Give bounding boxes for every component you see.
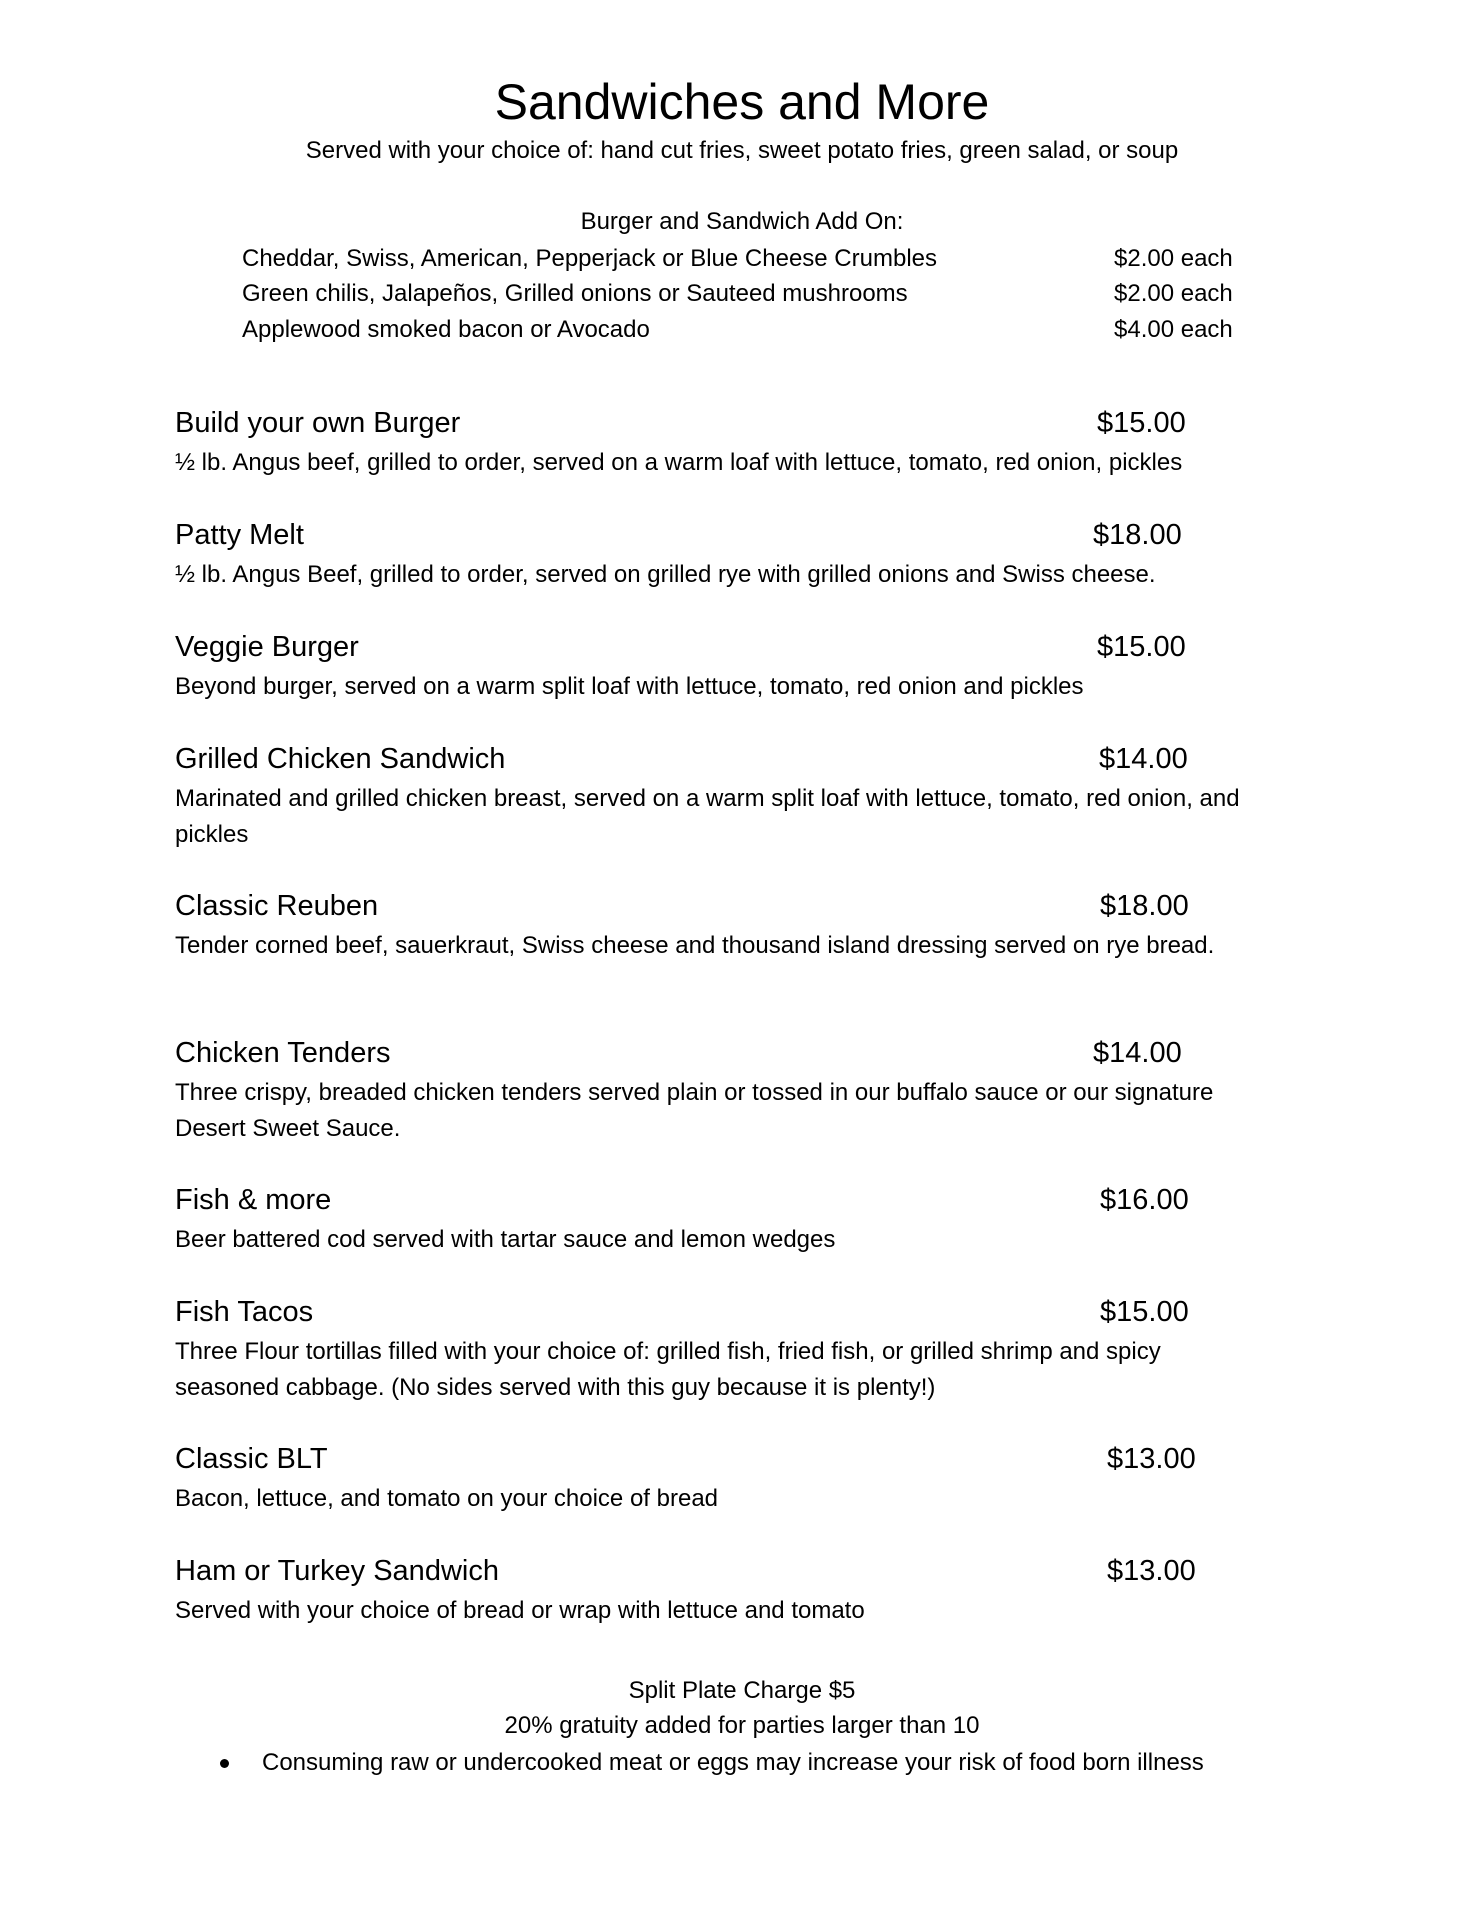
addon-price: $2.00 each (1114, 245, 1233, 272)
addon-name: Applewood smoked bacon or Avocado (242, 316, 650, 343)
addon-name: Cheddar, Swiss, American, Pepperjack or Blue Cheese Crumbles (242, 245, 937, 272)
item-description: Three crispy, breaded chicken tenders served plain or tossed in our buffalo sauce or our signature Desert Sweet Sauce. (175, 1079, 1214, 1142)
item-price: $16.00 (1100, 1184, 1189, 1216)
addon-price: $4.00 each (1114, 316, 1233, 343)
addon-row-toppings (242, 278, 1247, 314)
item-price: $13.00 (1107, 1555, 1196, 1587)
item-name: Grilled Chicken Sandwich (175, 743, 506, 775)
item-description: Three Flour tortillas filled with your choice of: grilled fish, fried fish, or grilled shrimp and spicy seasoned cabbage. (No sides served with this guy because it is plenty!) (175, 1338, 1161, 1401)
item-description: Beyond burger, served on a warm split loaf with lettuce, tomato, red onion and pickles (175, 673, 1084, 700)
addon-row-cheese (242, 243, 1247, 279)
addon-heading: Burger and Sandwich Add On: (580, 208, 904, 235)
item-price: $18.00 (1100, 890, 1189, 922)
item-description: Served with your choice of bread or wrap with lettuce and tomato (175, 1597, 865, 1624)
item-description: ½ lb. Angus beef, grilled to order, served on a warm loaf with lettuce, tomato, red onion, pickles (175, 449, 1183, 476)
item-description: ½ lb. Angus Beef, grilled to order, served on grilled rye with grilled onions and Swiss cheese. (175, 561, 1156, 588)
item-price: $15.00 (1097, 407, 1186, 439)
item-description: Beer battered cod served with tartar sauce and lemon wedges (175, 1226, 836, 1253)
item-name: Classic Reuben (175, 890, 379, 922)
addon-row-bacon-avocado (242, 314, 1247, 350)
item-price: $14.00 (1093, 1037, 1182, 1069)
addon-name: Green chilis, Jalapeños, Grilled onions or Sauteed mushrooms (242, 280, 908, 307)
item-name: Patty Melt (175, 519, 304, 551)
item-name: Fish Tacos (175, 1296, 314, 1328)
page-title: Sandwiches and More (494, 74, 990, 130)
item-name: Chicken Tenders (175, 1037, 391, 1069)
item-price: $13.00 (1107, 1443, 1196, 1475)
item-name: Veggie Burger (175, 631, 359, 663)
item-name: Fish & more (175, 1184, 332, 1216)
item-price: $18.00 (1093, 519, 1182, 551)
item-description: Tender corned beef, sauerkraut, Swiss cheese and thousand island dressing served on rye bread. (175, 932, 1215, 959)
item-name: Classic BLT (175, 1443, 328, 1475)
item-price: $15.00 (1097, 631, 1186, 663)
gratuity-note: 20% gratuity added for parties larger than 10 (504, 1712, 980, 1739)
item-name: Ham or Turkey Sandwich (175, 1555, 499, 1587)
item-price: $15.00 (1100, 1296, 1189, 1328)
item-name: Build your own Burger (175, 407, 461, 439)
split-plate-charge: Split Plate Charge $5 (628, 1677, 856, 1704)
notice-text: Consuming raw or undercooked meat or eggs may increase your risk of food born illness (262, 1749, 1204, 1776)
addon-price: $2.00 each (1114, 280, 1233, 307)
bullet-icon (220, 1759, 229, 1768)
sides-subtitle: Served with your choice of: hand cut fries, sweet potato fries, green salad, or soup (305, 137, 1179, 164)
item-description: Marinated and grilled chicken breast, served on a warm split loaf with lettuce, tomato, red onion, and pickles (175, 785, 1240, 848)
item-description: Bacon, lettuce, and tomato on your choice of bread (175, 1485, 719, 1512)
item-price: $14.00 (1099, 743, 1188, 775)
